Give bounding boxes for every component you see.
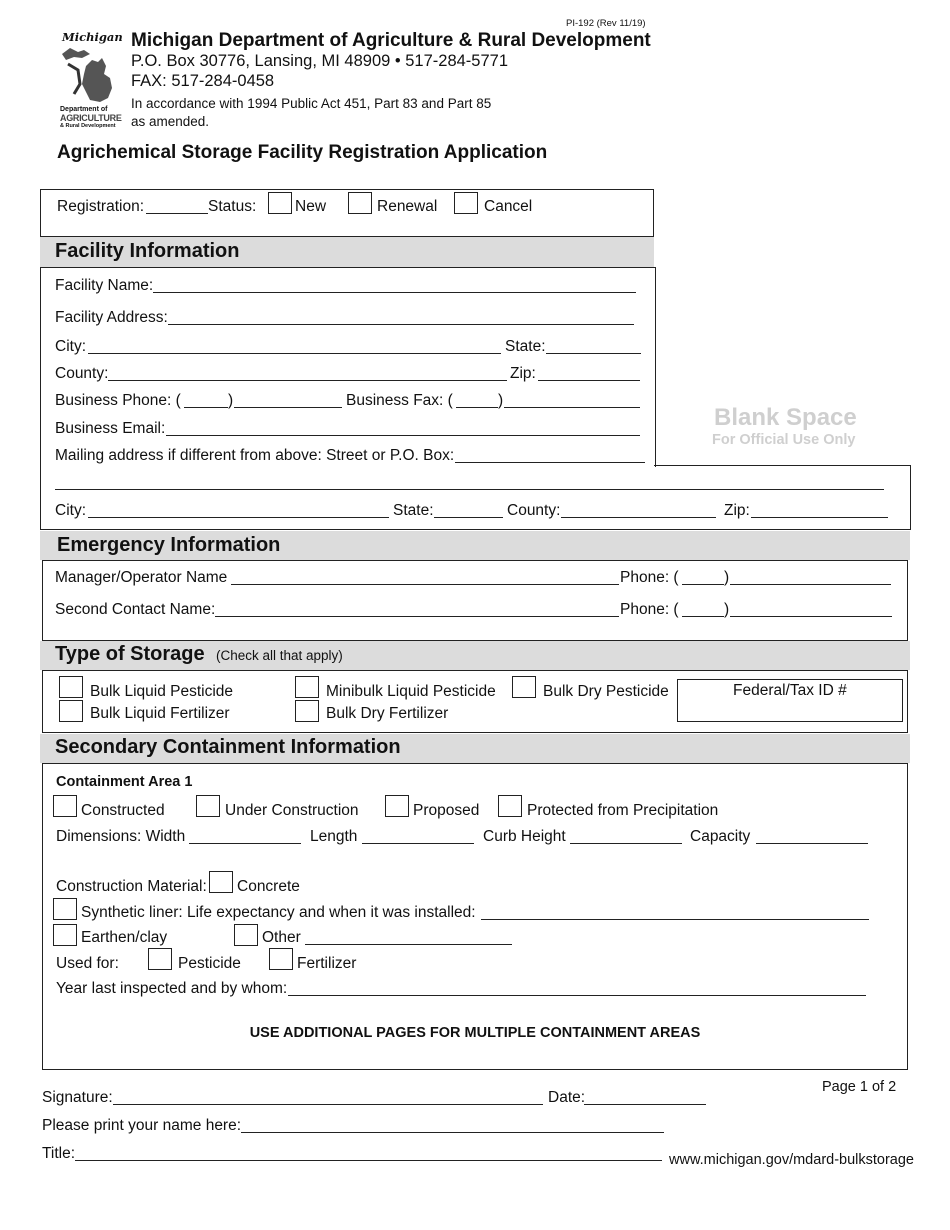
registration-field[interactable] xyxy=(146,213,208,214)
business-fax-field[interactable] xyxy=(504,407,640,408)
status-new-checkbox[interactable] xyxy=(268,192,292,214)
form-title: Agrichemical Storage Facility Registration Application xyxy=(57,142,548,163)
agency-name: Michigan Department of Agriculture & Rural Development xyxy=(131,30,651,51)
facility-name-label: Facility Name: xyxy=(55,277,154,294)
facility-address-label: Facility Address: xyxy=(55,309,168,326)
bulk-dry-pesticide-checkbox[interactable] xyxy=(512,676,536,698)
manager-phone-paren: ) xyxy=(724,569,730,586)
status-cancel-label: Cancel xyxy=(484,198,533,215)
status-renewal-label: Renewal xyxy=(377,198,438,215)
status-cancel-checkbox[interactable] xyxy=(454,192,478,214)
concrete-label: Concrete xyxy=(237,878,300,895)
business-fax-paren: ) xyxy=(498,392,504,409)
mailing-address-label: Mailing address if different from above: Street or P.O. Box: xyxy=(55,447,455,464)
storage-note: (Check all that apply) xyxy=(216,648,343,663)
concrete-checkbox[interactable] xyxy=(209,871,233,893)
mailing-zip-label: Zip: xyxy=(724,502,750,519)
business-phone-paren: ) xyxy=(228,392,234,409)
registration-label: Registration: xyxy=(57,198,145,215)
manager-name-field[interactable] xyxy=(231,584,619,585)
synthetic-liner-label: Synthetic liner: Life expectancy and when it was installed: xyxy=(81,904,476,921)
mailing-county-field[interactable] xyxy=(561,517,716,518)
agency-fax: FAX: 517-284-0458 xyxy=(131,72,275,90)
capacity-label: Capacity xyxy=(690,828,751,845)
business-phone-label: Business Phone: ( xyxy=(55,392,181,409)
used-fertilizer-label: Fertilizer xyxy=(297,955,357,972)
minibulk-liquid-pesticide-label: Minibulk Liquid Pesticide xyxy=(326,683,496,700)
date-label: Date: xyxy=(548,1089,586,1106)
second-phone-area-field[interactable] xyxy=(682,616,724,617)
website-link[interactable]: www.michigan.gov/mdard-bulkstorage xyxy=(669,1152,914,1168)
bulk-liquid-fertilizer-label: Bulk Liquid Fertilizer xyxy=(90,705,230,722)
constructed-checkbox[interactable] xyxy=(53,795,77,817)
second-phone-label: Phone: ( xyxy=(620,601,679,618)
facility-title: Facility Information xyxy=(55,240,240,262)
title-label: Title: xyxy=(42,1145,76,1162)
mailing-state-label: State: xyxy=(393,502,434,519)
bulk-dry-fertilizer-label: Bulk Dry Fertilizer xyxy=(326,705,449,722)
facility-name-field[interactable] xyxy=(153,292,636,293)
logo-script: Michigan xyxy=(62,30,123,44)
logo-line1: Department of xyxy=(60,106,108,113)
width-field[interactable] xyxy=(189,843,301,844)
bulk-dry-fertilizer-checkbox[interactable] xyxy=(295,700,319,722)
capacity-field[interactable] xyxy=(756,843,868,844)
inspected-label: Year last inspected and by whom: xyxy=(56,980,288,997)
used-for-label: Used for: xyxy=(56,955,119,972)
bulk-liquid-pesticide-checkbox[interactable] xyxy=(59,676,83,698)
bulk-dry-pesticide-label: Bulk Dry Pesticide xyxy=(543,683,669,700)
manager-phone-area-field[interactable] xyxy=(682,584,724,585)
second-contact-label: Second Contact Name: xyxy=(55,601,216,618)
status-renewal-checkbox[interactable] xyxy=(348,192,372,214)
earthen-clay-label: Earthen/clay xyxy=(81,929,168,946)
length-label: Length xyxy=(310,828,358,845)
facility-box-bottom xyxy=(40,466,911,530)
signature-label: Signature: xyxy=(42,1089,113,1106)
second-phone-field[interactable] xyxy=(730,616,892,617)
construction-material-label: Construction Material: xyxy=(56,878,207,895)
business-email-field[interactable] xyxy=(166,435,640,436)
facility-county-field[interactable] xyxy=(108,380,507,381)
mailing-address-field[interactable] xyxy=(455,462,645,463)
mailing-zip-field[interactable] xyxy=(751,517,888,518)
mailing-state-field[interactable] xyxy=(434,517,503,518)
earthen-clay-checkbox[interactable] xyxy=(53,924,77,946)
multiple-areas-note: USE ADDITIONAL PAGES FOR MULTIPLE CONTAINMENT AREAS xyxy=(249,1025,701,1041)
business-fax-area-field[interactable] xyxy=(456,407,498,408)
emergency-title: Emergency Information xyxy=(57,534,281,556)
manager-phone-field[interactable] xyxy=(730,584,891,585)
inspected-field[interactable] xyxy=(288,995,866,996)
facility-state-label: State: xyxy=(505,338,546,355)
mailing-city-label: City: xyxy=(55,502,86,519)
facility-county-label: County: xyxy=(55,365,109,382)
date-field[interactable] xyxy=(584,1104,706,1105)
used-pesticide-checkbox[interactable] xyxy=(148,948,172,970)
federal-tax-id-label: Federal/Tax ID # xyxy=(733,682,847,699)
curb-height-field[interactable] xyxy=(570,843,682,844)
agency-address: P.O. Box 30776, Lansing, MI 48909 • 517-284-5771 xyxy=(131,52,508,70)
synthetic-liner-field[interactable] xyxy=(481,919,869,920)
form-id: PI-192 (Rev 11/19) xyxy=(566,18,646,29)
status-new-label: New xyxy=(295,198,327,215)
facility-zip-label: Zip: xyxy=(510,365,536,382)
business-email-label: Business Email: xyxy=(55,420,166,437)
constructed-label: Constructed xyxy=(81,802,165,819)
status-label: Status: xyxy=(208,198,257,215)
facility-state-field[interactable] xyxy=(546,353,641,354)
synthetic-liner-checkbox[interactable] xyxy=(53,898,77,920)
business-phone-area-field[interactable] xyxy=(184,407,228,408)
facility-city-label: City: xyxy=(55,338,86,355)
print-name-field[interactable] xyxy=(241,1132,664,1133)
bulk-liquid-pesticide-label: Bulk Liquid Pesticide xyxy=(90,683,234,700)
official-use-title: Blank Space xyxy=(714,404,857,431)
facility-zip-field[interactable] xyxy=(538,380,640,381)
second-contact-field[interactable] xyxy=(215,616,619,617)
curb-height-label: Curb Height xyxy=(483,828,566,845)
proposed-label: Proposed xyxy=(413,802,480,819)
facility-city-field[interactable] xyxy=(88,353,501,354)
title-field[interactable] xyxy=(75,1160,662,1161)
law-line2: as amended. xyxy=(131,114,210,129)
mdard-logo xyxy=(58,30,128,130)
official-use-subtitle: For Official Use Only xyxy=(712,432,856,448)
mailing-city-field[interactable] xyxy=(88,517,389,518)
business-phone-field[interactable] xyxy=(234,407,342,408)
containment-title: Secondary Containment Information xyxy=(55,736,401,758)
print-name-label: Please print your name here: xyxy=(42,1117,242,1134)
dimensions-width-label: Dimensions: Width xyxy=(56,828,186,845)
used-pesticide-label: Pesticide xyxy=(178,955,241,972)
other-material-label: Other xyxy=(262,929,301,946)
business-fax-label: Business Fax: ( xyxy=(346,392,453,409)
proposed-checkbox[interactable] xyxy=(385,795,409,817)
manager-name-label: Manager/Operator Name xyxy=(55,569,228,586)
manager-phone-label: Phone: ( xyxy=(620,569,679,586)
under-construction-checkbox[interactable] xyxy=(196,795,220,817)
other-material-checkbox[interactable] xyxy=(234,924,258,946)
protected-checkbox[interactable] xyxy=(498,795,522,817)
logo-line2: AGRICULTURE xyxy=(60,113,122,123)
length-field[interactable] xyxy=(362,843,474,844)
containment-area-title: Containment Area 1 xyxy=(56,774,193,790)
other-material-field[interactable] xyxy=(305,944,512,945)
law-line1: In accordance with 1994 Public Act 451, Part 83 and Part 85 xyxy=(131,96,492,111)
facility-box-step xyxy=(654,465,911,466)
storage-title: Type of Storage xyxy=(55,643,205,665)
signature-field[interactable] xyxy=(113,1104,543,1105)
facility-address-field[interactable] xyxy=(168,324,634,325)
second-phone-paren: ) xyxy=(724,601,730,618)
bulk-liquid-fertilizer-checkbox[interactable] xyxy=(59,700,83,722)
minibulk-liquid-pesticide-checkbox[interactable] xyxy=(295,676,319,698)
michigan-map-icon xyxy=(60,44,124,106)
under-construction-label: Under Construction xyxy=(225,802,359,819)
protected-label: Protected from Precipitation xyxy=(527,802,719,819)
used-fertilizer-checkbox[interactable] xyxy=(269,948,293,970)
mailing-address-line2-field[interactable] xyxy=(55,489,884,490)
page-number: Page 1 of 2 xyxy=(822,1079,897,1095)
logo-line3: & Rural Development xyxy=(60,123,116,129)
mailing-county-label: County: xyxy=(507,502,561,519)
